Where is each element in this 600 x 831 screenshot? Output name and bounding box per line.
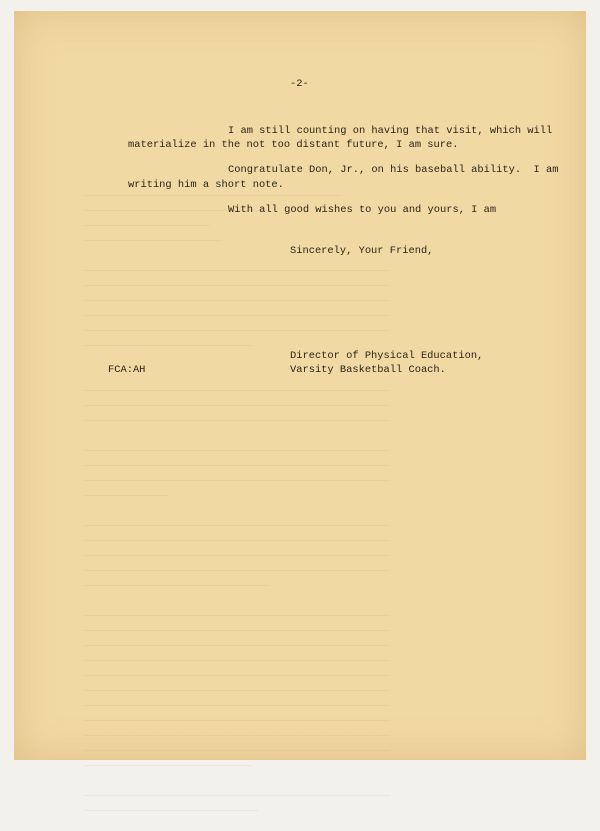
paragraph-1-line-1: I am still counting on having that visit, which will bbox=[228, 125, 553, 137]
letter-page bbox=[14, 11, 586, 814]
bleed-through-texture: ___________________________________________ _______________________________ _____________________ _______________________ ___________________________________________________ ___________________________________________________ ___________________________________________________ ___________________________________________________ ___________________________________________________ ____________________________ ___________________________________________________ ___________________________________________________ ___________________________________________________ ___________________________________________________ ___________________________________________________ ___________________________________________________ ______________ ___________________________________________________ ___________________________________________________ ___________________________________________________ ___________________________________________________ _______________________________ ___________________________________________________ ___________________________________________________ ___________________________________________________ ___________________________________________________ ___________________________________________________ ___________________________________________________ ___________________________________________________ ___________________________________________________ ___________________________________________________ ___________________________________________________ ____________________________ ___________________________________________________ _____________________________ bbox=[84, 188, 391, 814]
signer-title-line-2: Varsity Basketball Coach. bbox=[290, 364, 446, 376]
paragraph-2-line-2: writing him a short note. bbox=[128, 179, 284, 191]
paragraph-2-line-1: Congratulate Don, Jr., on his baseball ability. I am bbox=[228, 164, 559, 176]
paragraph-3-line-1: With all good wishes to you and yours, I am bbox=[228, 204, 497, 216]
closing-salutation: Sincerely, Your Friend, bbox=[290, 245, 434, 257]
signer-title-line-1: Director of Physical Education, bbox=[290, 350, 484, 362]
page-number: -2- bbox=[290, 78, 309, 90]
paragraph-1-line-2: materialize in the not too distant future, I am sure. bbox=[128, 139, 459, 151]
reference-initials: FCA:AH bbox=[108, 364, 146, 376]
